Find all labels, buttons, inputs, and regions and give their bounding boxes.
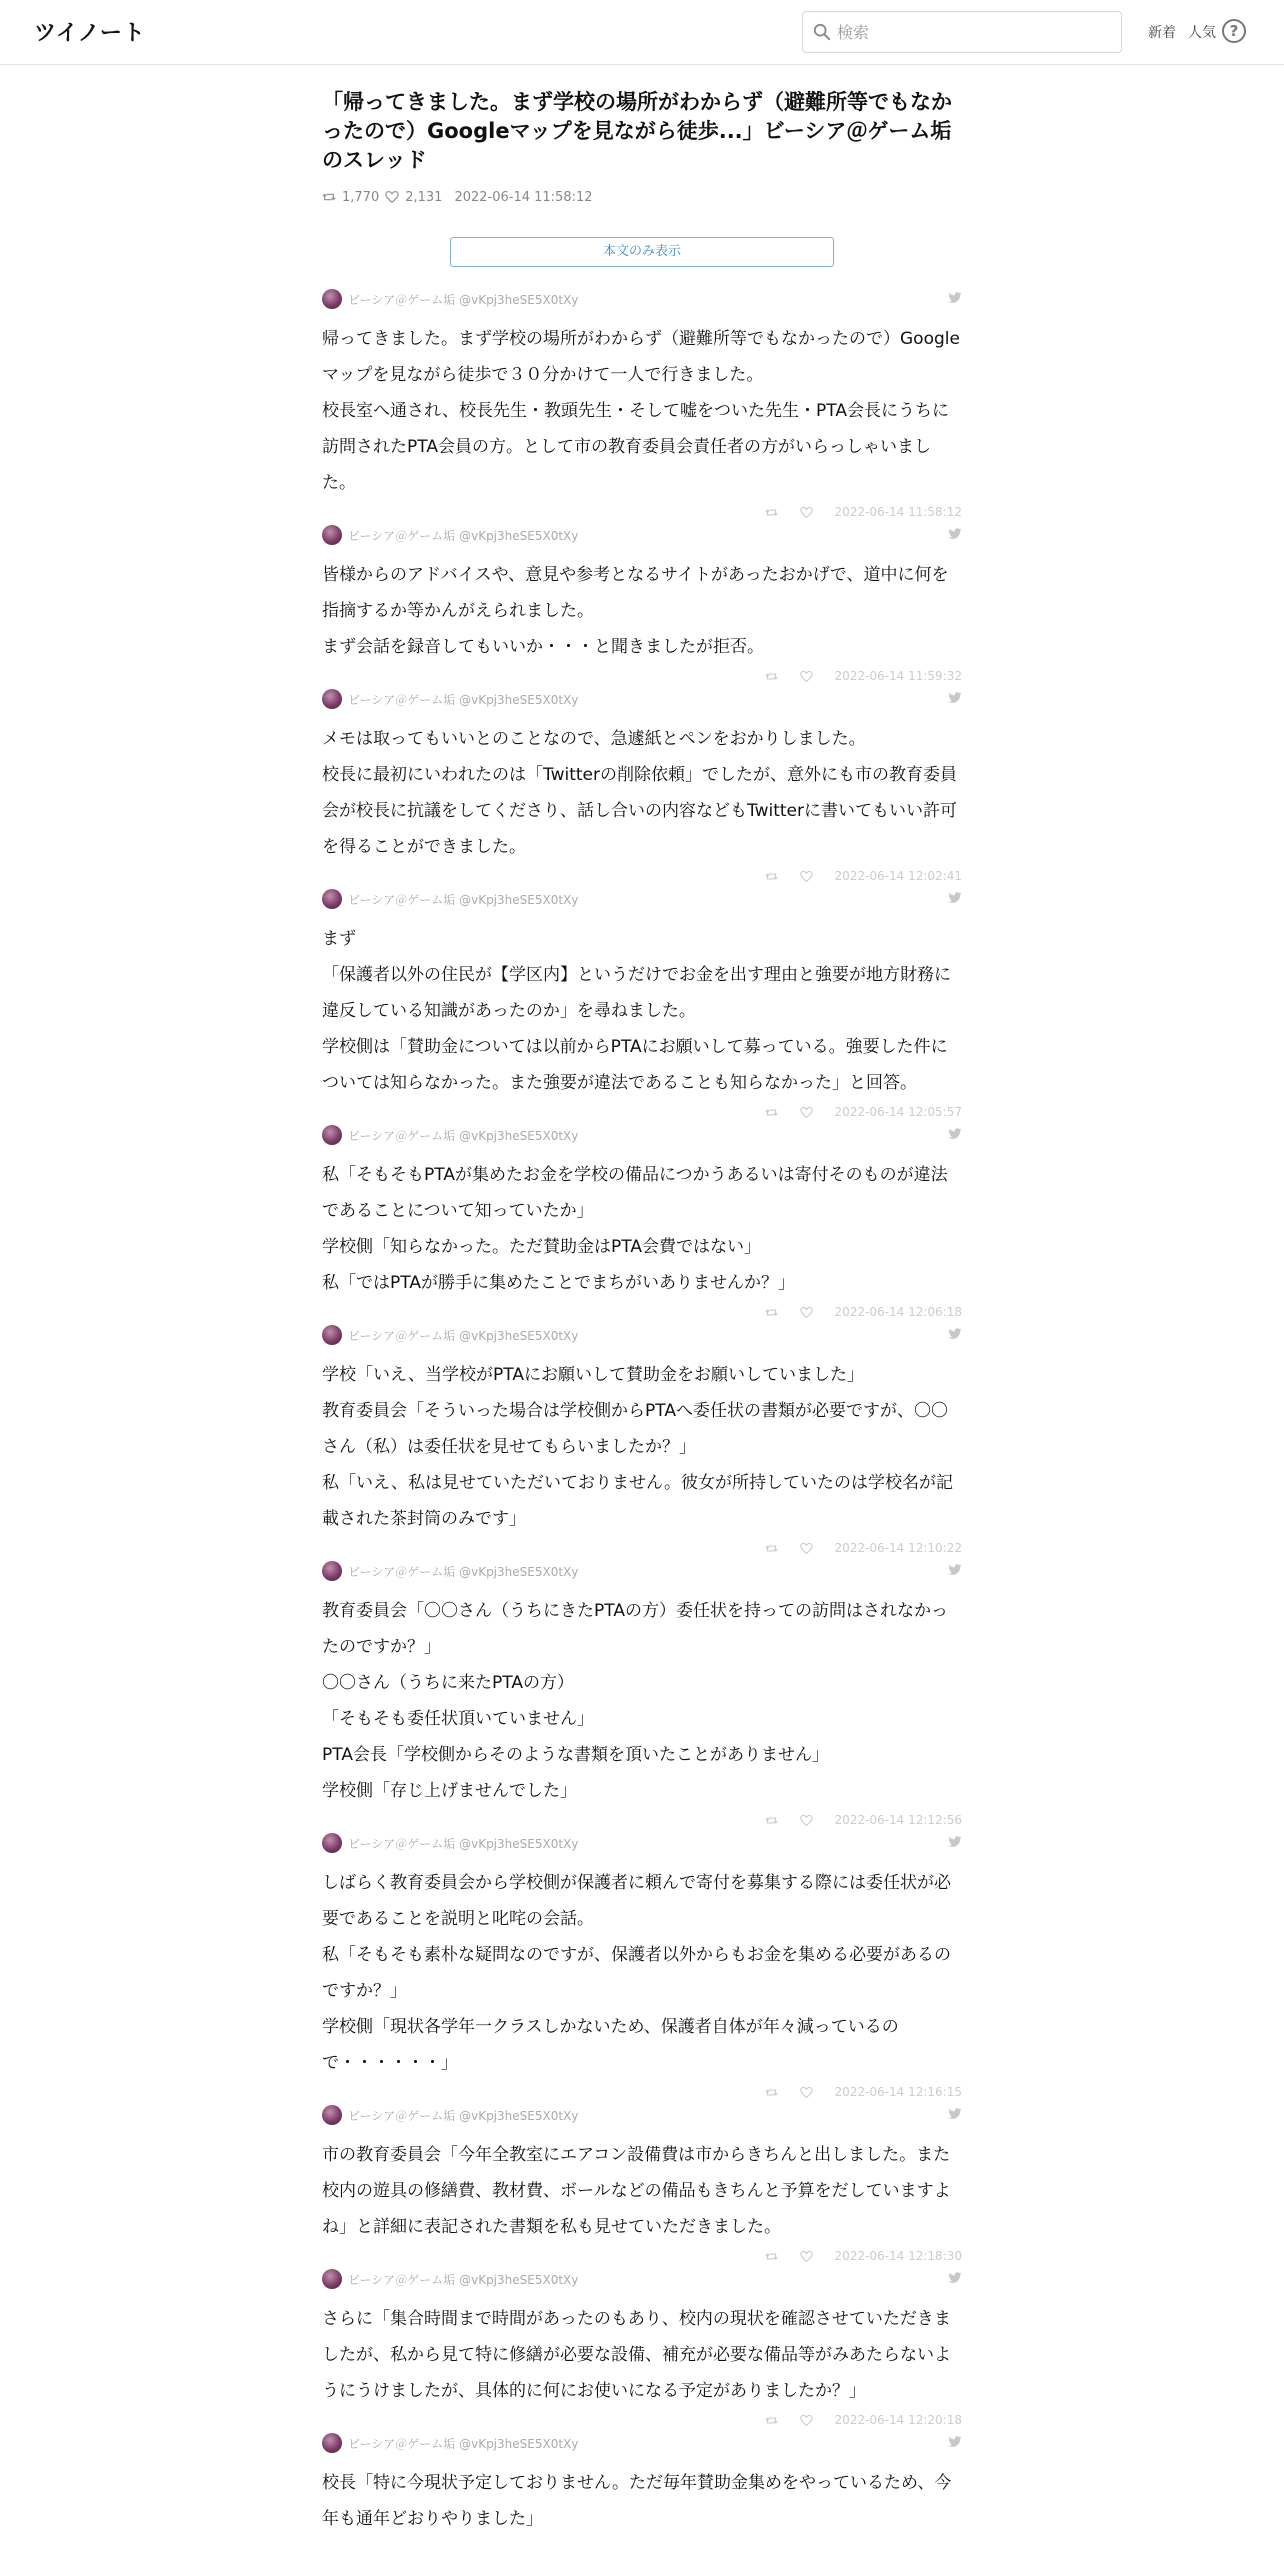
tweet-header	[322, 2267, 962, 2291]
tweet-footer	[322, 869, 962, 887]
heart-icon[interactable]	[800, 870, 813, 883]
retweet-icon[interactable]	[765, 2250, 778, 2263]
tweet-footer	[322, 505, 962, 523]
tweet-header	[322, 2103, 962, 2127]
tweet	[322, 1559, 962, 1831]
tweet-line: 教育委員会「〇〇さん（うちにきたPTAの方）委任状を持っての訪問はされなかったのですか？」	[322, 1601, 948, 1657]
search-icon	[813, 23, 831, 41]
tweet-time[interactable]: 2022-06-14 12:02:41	[834, 869, 962, 883]
heart-icon[interactable]	[800, 1542, 813, 1555]
tweet-line: 私「そもそも素朴な疑問なのですが、保護者以外からもお金を集める必要があるのですか？」	[322, 1945, 951, 2001]
tweet-line: PTA会長「学校側からそのような書類を頂いたことがありません」	[322, 1745, 829, 1765]
tweet-line: さらに「集合時間まで時間があったのもあり、校内の現状を確認させていただきましたが、私から見て特に修繕が必要な設備、補充が必要な備品等がみあたらないようにうけましたが、具体的に何にお使いになる予定がありましたか？」	[322, 2309, 951, 2401]
tweet	[322, 1323, 962, 1559]
thread-stats	[322, 187, 962, 207]
twitter-bird-icon[interactable]	[948, 1128, 962, 1140]
tweet-header	[322, 1559, 962, 1583]
avatar[interactable]	[322, 2269, 342, 2289]
retweet-icon[interactable]	[765, 1814, 778, 1827]
tweet-time[interactable]: 2022-06-14 11:58:12	[834, 505, 962, 519]
body-only-wrap	[322, 237, 962, 267]
tweet-header	[322, 1831, 962, 1855]
thread-main	[322, 88, 962, 2537]
tweet-line: 「そもそも委任状頂いていません」	[322, 1709, 594, 1729]
tweet-text	[322, 2137, 962, 2245]
tweet-header	[322, 523, 962, 547]
heart-icon	[385, 190, 399, 204]
tweet-text	[322, 721, 962, 865]
tweet	[322, 687, 962, 887]
twitter-bird-icon[interactable]	[948, 2272, 962, 2284]
twitter-bird-icon[interactable]	[948, 1328, 962, 1340]
tweet-time[interactable]: 2022-06-14 11:59:32	[834, 669, 962, 683]
tweet-author[interactable]: ビーシア＠ゲーム垢 @vKpj3heSE5X0tXy	[348, 892, 579, 907]
twitter-bird-icon[interactable]	[948, 692, 962, 704]
tweet-footer	[322, 1813, 962, 1831]
tweet-line: 教育委員会「そういった場合は学校側からPTAへ委任状の書類が必要ですが、〇〇さん（私）は委任状を見せてもらいましたか？」	[322, 1401, 948, 1457]
tweet-footer	[322, 2249, 962, 2267]
tweet-line: 帰ってきました。まず学校の場所がわからず（避難所等でもなかったので）Googleマップを見ながら徒歩で３０分かけて一人で行きました。	[322, 329, 960, 385]
retweet-icon	[322, 190, 336, 204]
heart-icon[interactable]	[800, 506, 813, 519]
tweet-text	[322, 557, 962, 665]
nav-new[interactable]: 新着	[1148, 25, 1176, 41]
tweet-text	[322, 1357, 962, 1537]
search-box[interactable]	[802, 11, 1122, 53]
tweet-line: 皆様からのアドバイスや、意見や参考となるサイトがあったおかげで、道中に何を指摘するか等かんがえられました。	[322, 565, 949, 621]
tweet-author[interactable]: ビーシア＠ゲーム垢 @vKpj3heSE5X0tXy	[348, 2436, 579, 2451]
tweet-header	[322, 287, 962, 311]
tweet	[322, 287, 962, 523]
tweet-time[interactable]: 2022-06-14 12:12:56	[834, 1813, 962, 1827]
tweet-author[interactable]: ビーシア＠ゲーム垢 @vKpj3heSE5X0tXy	[348, 528, 579, 543]
tweet-line: 学校側「存じ上げませんでした」	[322, 1781, 577, 1801]
retweet-icon[interactable]	[765, 506, 778, 519]
tweet-header	[322, 1123, 962, 1147]
tweet-footer	[322, 1305, 962, 1323]
tweet-author[interactable]: ビーシア＠ゲーム垢 @vKpj3heSE5X0tXy	[348, 292, 579, 307]
tweet-footer	[322, 669, 962, 687]
tweet	[322, 887, 962, 1123]
twitter-bird-icon[interactable]	[948, 1564, 962, 1576]
heart-icon[interactable]	[800, 2086, 813, 2099]
retweet-icon[interactable]	[765, 1542, 778, 1555]
search-input[interactable]	[837, 18, 1107, 46]
tweet-time[interactable]: 2022-06-14 12:16:15	[834, 2085, 962, 2099]
heart-icon[interactable]	[800, 1106, 813, 1119]
tweet-author[interactable]: ビーシア＠ゲーム垢 @vKpj3heSE5X0tXy	[348, 1836, 579, 1851]
tweet-footer	[322, 1105, 962, 1123]
retweet-icon[interactable]	[765, 670, 778, 683]
avatar[interactable]	[322, 2105, 342, 2125]
tweet-line: 〇〇さん（うちに来たPTAの方）	[322, 1673, 574, 1693]
tweet-time[interactable]: 2022-06-14 12:18:30	[834, 2249, 962, 2263]
avatar[interactable]	[322, 289, 342, 309]
tweet-author[interactable]: ビーシア＠ゲーム垢 @vKpj3heSE5X0tXy	[348, 1564, 579, 1579]
tweet	[322, 1123, 962, 1323]
twitter-bird-icon[interactable]	[948, 2436, 962, 2448]
tweet-header	[322, 2431, 962, 2455]
tweet-footer	[322, 2413, 962, 2431]
heart-icon[interactable]	[800, 1814, 813, 1827]
tweet-line: 「保護者以外の住民が【学区内】というだけでお金を出す理由と強要が地方財務に違反している知識があったのか」を尋ねました。	[322, 965, 951, 1021]
site-header	[0, 0, 1284, 65]
avatar[interactable]	[322, 1125, 342, 1145]
tweet-line: 私「いえ、私は見せていただいておりません。彼女が所持していたのは学校名が記載された茶封筒のみです」	[322, 1473, 954, 1529]
avatar[interactable]	[322, 689, 342, 709]
tweet-line: まず会話を録音してもいいか・・・と聞きましたが拒否。	[322, 637, 764, 657]
nav-popular[interactable]: 人気	[1188, 25, 1216, 41]
tweet	[322, 523, 962, 687]
avatar[interactable]	[322, 1833, 342, 1853]
tweet-line: 校長「特に今現状予定しておりません。ただ毎年賛助金集めをやっているため、今年も通年どおりやりました」	[322, 2473, 952, 2529]
tweet-author[interactable]: ビーシア＠ゲーム垢 @vKpj3heSE5X0tXy	[348, 2272, 579, 2287]
tweet	[322, 1831, 962, 2103]
retweet-icon[interactable]	[765, 870, 778, 883]
tweet-time[interactable]: 2022-06-14 12:10:22	[834, 1541, 962, 1555]
twitter-bird-icon[interactable]	[948, 292, 962, 304]
tweet-header	[322, 687, 962, 711]
tweet-line: まず	[322, 929, 356, 949]
heart-icon[interactable]	[800, 2414, 813, 2427]
like-count: 2,131	[405, 189, 443, 205]
avatar[interactable]	[322, 1325, 342, 1345]
tweet	[322, 2267, 962, 2431]
tweet-text	[322, 1593, 962, 1809]
tweet-line: メモは取ってもいいとのことなので、急遽紙とペンをおかりしました。	[322, 729, 866, 749]
heart-icon[interactable]	[800, 1306, 813, 1319]
tweet-line: 市の教育委員会「今年全教室にエアコン設備費は市からきちんと出しました。また校内の遊具の修繕費、教材費、ボールなどの備品もきちんと予算をだしていますよね」と詳細に表記された書類を私も見せていただきました。	[322, 2145, 951, 2237]
tweet-line: 私「そもそもPTAが集めたお金を学校の備品につかうあるいは寄付そのものが違法であることについて知っていたか」	[322, 1165, 948, 1221]
tweet-time[interactable]: 2022-06-14 12:20:18	[834, 2413, 962, 2427]
tweet	[322, 2103, 962, 2267]
tweet-line: 学校側「知らなかった。ただ賛助金はPTA会費ではない」	[322, 1237, 761, 1257]
tweet-text	[322, 321, 962, 501]
thread-date: 2022-06-14 11:58:12	[454, 189, 593, 205]
tweet-line: 学校「いえ、当学校がPTAにお願いして賛助金をお願いしていました」	[322, 1365, 864, 1385]
tweet-author[interactable]: ビーシア＠ゲーム垢 @vKpj3heSE5X0tXy	[348, 2108, 579, 2123]
tweet-text	[322, 2301, 962, 2409]
tweet-footer	[322, 2085, 962, 2103]
twitter-bird-icon[interactable]	[948, 1836, 962, 1848]
tweet-time[interactable]: 2022-06-14 12:05:57	[834, 1105, 962, 1119]
avatar[interactable]	[322, 2433, 342, 2453]
heart-icon[interactable]	[800, 670, 813, 683]
site-logo[interactable]: ツイノート	[34, 21, 146, 46]
tweet-time[interactable]: 2022-06-14 12:06:18	[834, 1305, 962, 1319]
tweet-line: 学校側「現状各学年一クラスしかないため、保護者自体が年々減っているので・・・・・・」	[322, 2017, 899, 2073]
retweet-icon[interactable]	[765, 1306, 778, 1319]
retweet-count: 1,770	[342, 189, 380, 205]
twitter-bird-icon[interactable]	[948, 2108, 962, 2120]
tweet-text	[322, 1865, 962, 2081]
retweet-icon[interactable]	[765, 2414, 778, 2427]
tweet	[322, 2431, 962, 2537]
thread-title: 「帰ってきました。まず学校の場所がわからず（避難所等でもなかったので）Googleマップを見ながら徒歩...」ビーシア＠ゲーム垢のスレッド	[322, 90, 952, 172]
help-icon[interactable]: ?	[1222, 19, 1246, 43]
tweet-line: 私「ではPTAが勝手に集めたことでまちがいありませんか？」	[322, 1273, 795, 1293]
heart-icon[interactable]	[800, 2250, 813, 2263]
retweet-icon[interactable]	[765, 2086, 778, 2099]
tweet-line: 校長に最初にいわれたのは「Twitterの削除依頼」でしたが、意外にも市の教育委員会が校長に抗議をしてくださり、話し合いの内容などもTwitterに書いてもいい許可を得ることができました。	[322, 765, 957, 857]
tweet-text	[322, 921, 962, 1101]
tweet-footer	[322, 1541, 962, 1559]
twitter-bird-icon[interactable]	[948, 528, 962, 540]
tweet-list	[322, 287, 962, 2537]
avatar[interactable]	[322, 889, 342, 909]
body-only-button[interactable]: 本文のみ表示	[450, 237, 834, 267]
tweet-author[interactable]: ビーシア＠ゲーム垢 @vKpj3heSE5X0tXy	[348, 1328, 579, 1343]
header-nav	[1148, 22, 1216, 42]
tweet-header	[322, 1323, 962, 1347]
tweet-author[interactable]: ビーシア＠ゲーム垢 @vKpj3heSE5X0tXy	[348, 1128, 579, 1143]
avatar[interactable]	[322, 525, 342, 545]
tweet-header	[322, 887, 962, 911]
tweet-line: しばらく教育委員会から学校側が保護者に頼んで寄付を募集する際には委任状が必要であることを説明と叱咤の会話。	[322, 1873, 951, 1929]
tweet-line: 校長室へ通され、校長先生・教頭先生・そして嘘をついた先生・PTA会長にうちに訪問されたPTA会員の方。として市の教育委員会責任者の方がいらっしゃいました。	[322, 401, 949, 493]
retweet-icon[interactable]	[765, 1106, 778, 1119]
avatar[interactable]	[322, 1561, 342, 1581]
tweet-author[interactable]: ビーシア＠ゲーム垢 @vKpj3heSE5X0tXy	[348, 692, 579, 707]
tweet-text	[322, 1157, 962, 1301]
tweet-text	[322, 2465, 962, 2537]
twitter-bird-icon[interactable]	[948, 892, 962, 904]
tweet-line: 学校側は「賛助金については以前からPTAにお願いして募っている。強要した件については知らなかった。また強要が違法であることも知らなかった」と回答。	[322, 1037, 948, 1093]
